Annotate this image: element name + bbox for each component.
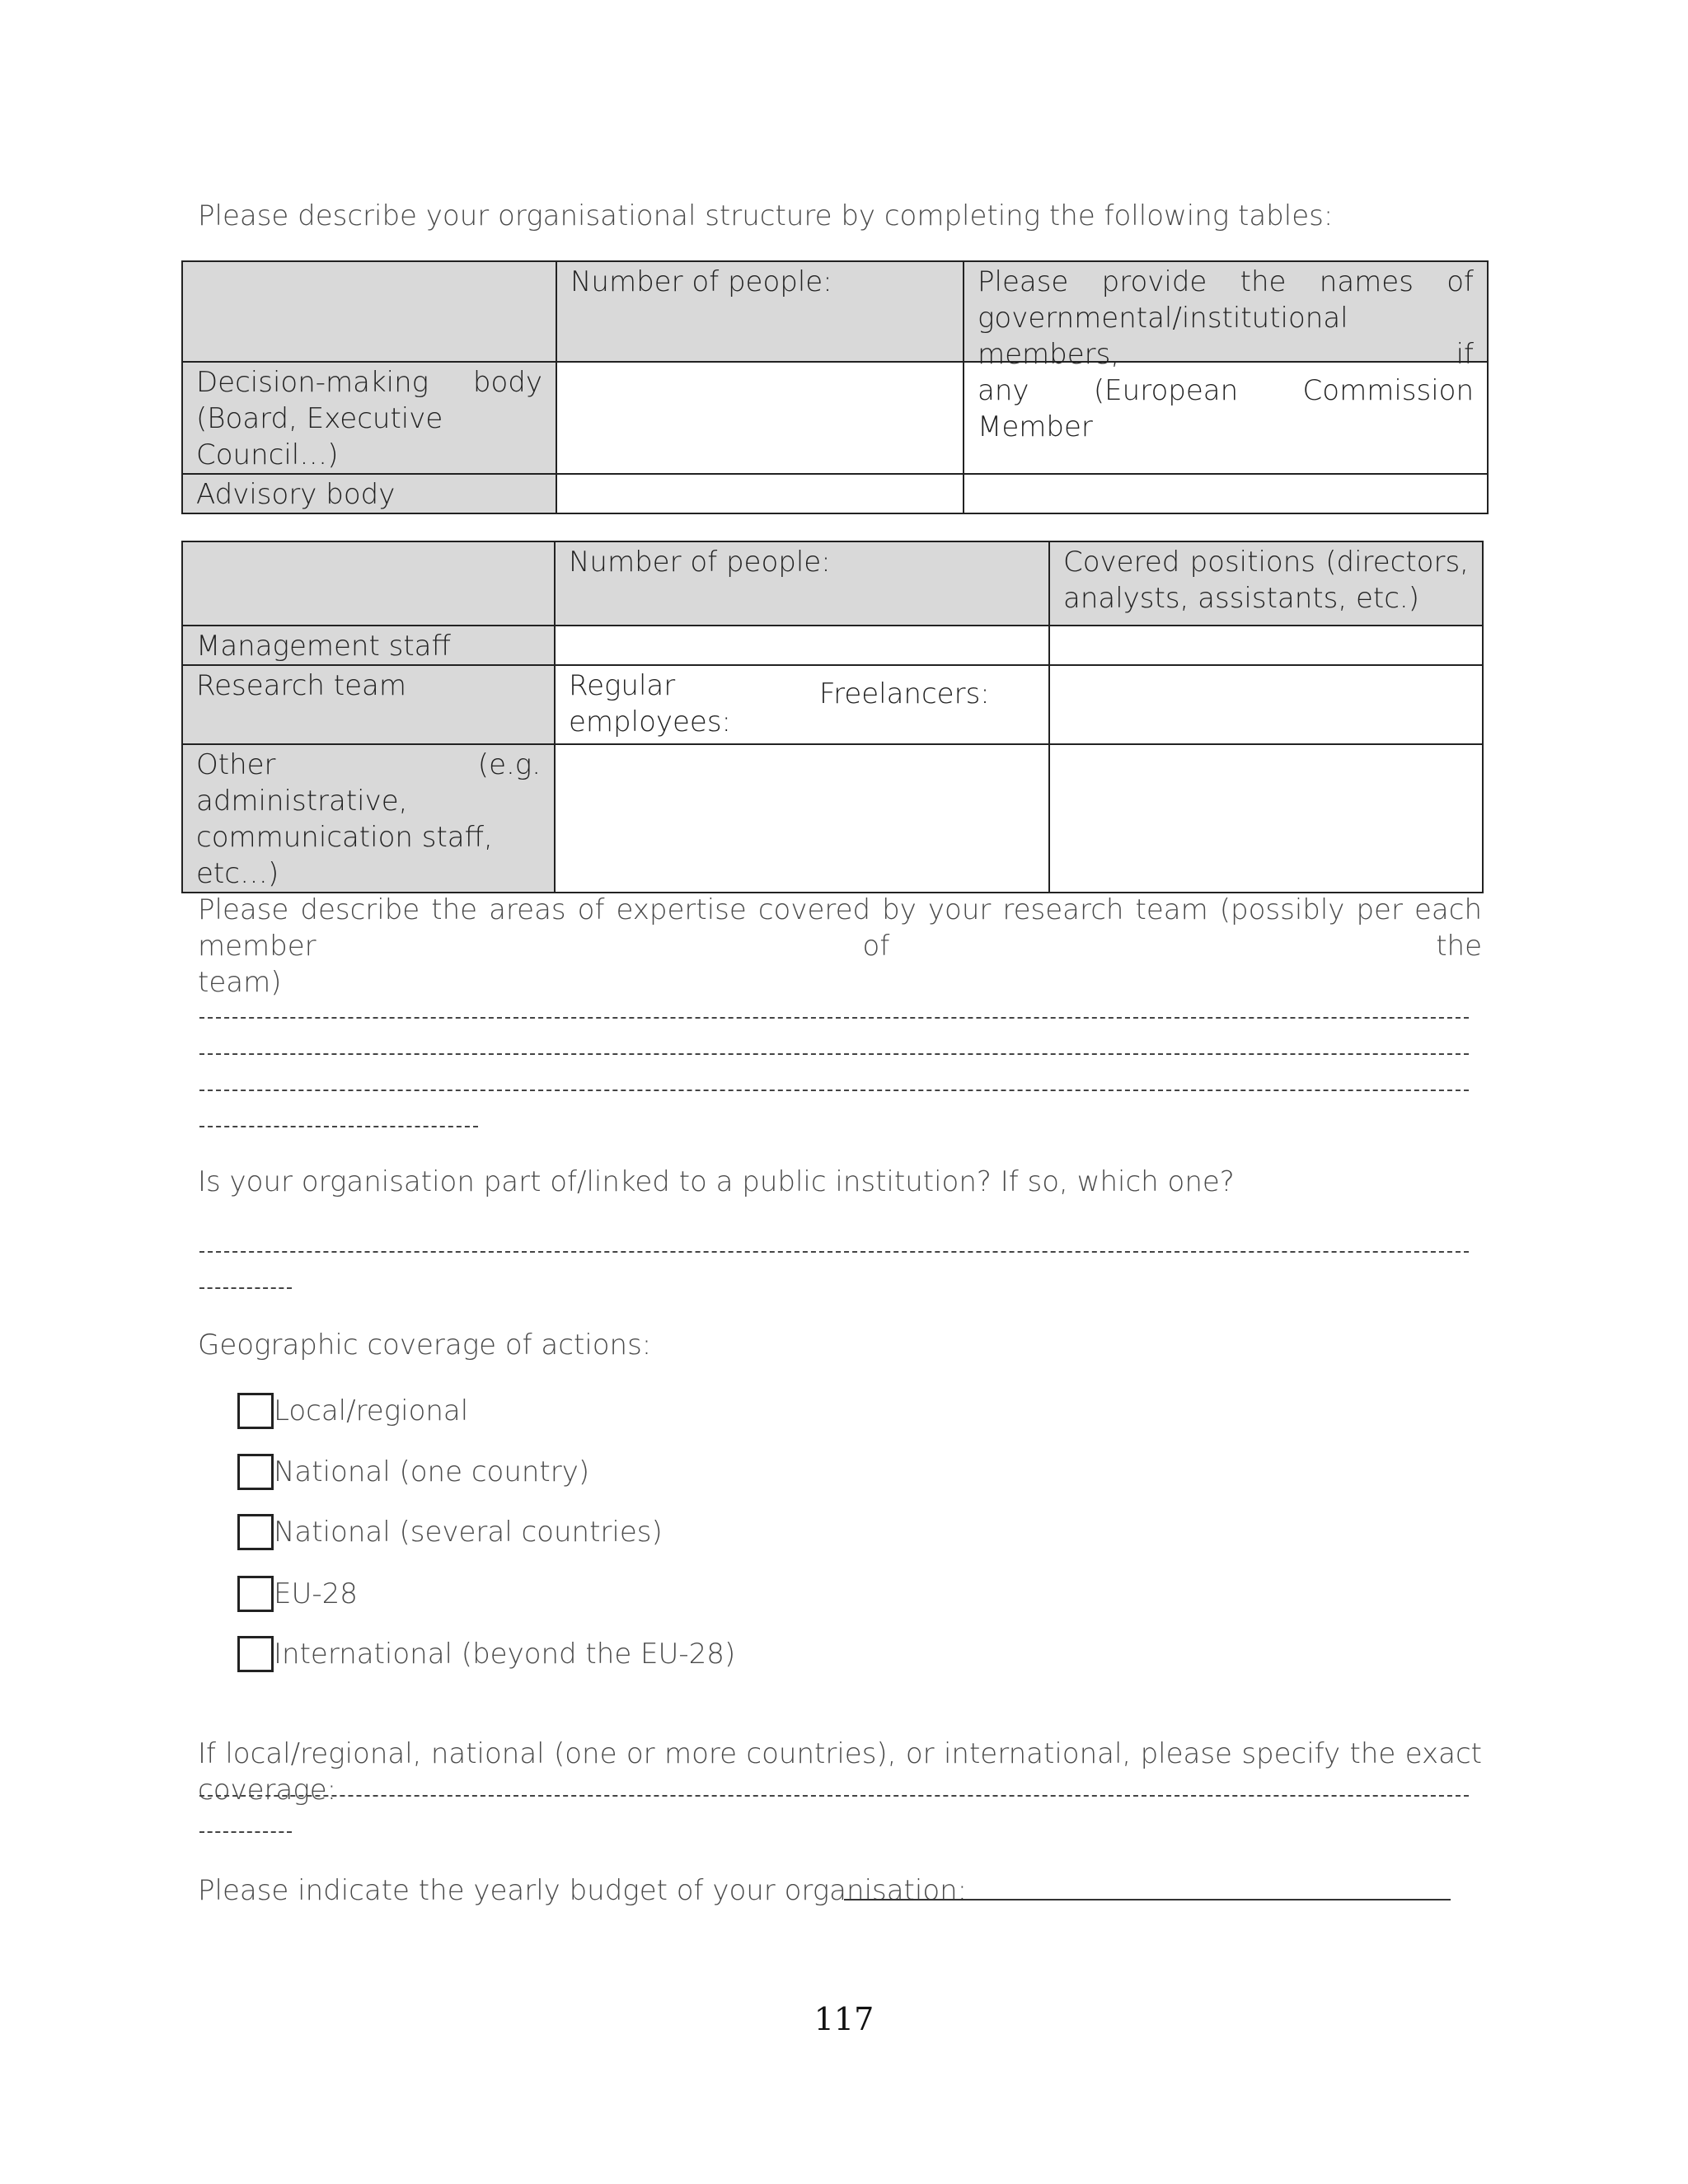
option-national-several[interactable] — [237, 1512, 663, 1552]
coverage-question: If local/regional, national (one or more countries), or international, please specify the exact coverage: — [198, 1737, 1482, 1807]
expertise-answer-field[interactable] — [198, 989, 1484, 1137]
local-regional-label: Local/regional — [274, 1394, 469, 1427]
research-positions-field[interactable] — [1049, 665, 1483, 744]
option-national-one[interactable] — [237, 1452, 589, 1492]
international-label: International (beyond the EU-28) — [274, 1638, 736, 1671]
intro-text: Please describe your organisational structure by completing the following tables: — [198, 199, 1334, 232]
coverage-answer-field[interactable] — [198, 1772, 1484, 1838]
table1-header-number: Number of people: — [556, 261, 964, 362]
table2-header-positions: Covered positions (directors, analysts, assistants, etc.) — [1049, 541, 1483, 626]
staff-table — [181, 541, 1484, 893]
geographic-question: Geographic coverage of actions: — [198, 1329, 652, 1361]
row-label-other: Other (e.g. administrative, communication staff, etc…) — [182, 744, 555, 893]
freelancers-label: Freelancers: — [819, 677, 990, 710]
national-several-label: National (several countries) — [274, 1516, 663, 1549]
local-regional-checkbox[interactable] — [237, 1393, 274, 1429]
row-label-advisory-body: Advisory body — [182, 474, 556, 513]
option-eu-28[interactable] — [237, 1574, 358, 1614]
row-label-research-team: Research team — [182, 665, 555, 744]
other-positions-field[interactable] — [1049, 744, 1483, 893]
regular-employees-label: Regular employees: — [569, 669, 731, 738]
expertise-question: Please describe the areas of expertise covered by your research team (possibly per each member of the team) — [198, 893, 1482, 999]
management-positions-field[interactable] — [1049, 626, 1483, 665]
table1-header-empty — [182, 261, 556, 362]
decision-making-number-field[interactable] — [556, 362, 964, 474]
international-checkbox[interactable] — [237, 1636, 274, 1672]
table2-header-number: Number of people: — [555, 541, 1049, 626]
advisory-names-field[interactable] — [964, 474, 1488, 513]
advisory-number-field[interactable] — [556, 474, 964, 513]
row-label-management-staff: Management staff — [182, 626, 555, 665]
national-one-label: National (one country) — [274, 1455, 590, 1488]
eu-28-label: EU-28 — [274, 1577, 358, 1610]
row-label-decision-making-body: Decision-making body (Board, Executive Council…) — [182, 362, 556, 474]
table1-header-names: Please provide the names of governmental/institutional members, if any (European Commission Member — [964, 261, 1488, 362]
budget-answer-field[interactable] — [844, 1899, 1451, 1900]
governance-table — [181, 260, 1489, 514]
other-number-field[interactable] — [555, 744, 1049, 893]
national-several-checkbox[interactable] — [237, 1514, 274, 1550]
option-local-regional[interactable] — [237, 1391, 468, 1431]
eu-28-checkbox[interactable] — [237, 1576, 274, 1612]
research-number-field[interactable] — [555, 665, 1049, 744]
public-institution-answer-field[interactable] — [198, 1228, 1484, 1294]
management-number-field[interactable] — [555, 626, 1049, 665]
option-international[interactable] — [237, 1634, 735, 1674]
public-institution-question: Is your organisation part of/linked to a public institution? If so, which one? — [198, 1165, 1235, 1198]
national-one-checkbox[interactable] — [237, 1454, 274, 1490]
budget-question: Please indicate the yearly budget of your organisation: — [198, 1874, 968, 1907]
page-number: 117 — [814, 2001, 874, 2037]
table2-header-empty — [182, 541, 555, 626]
